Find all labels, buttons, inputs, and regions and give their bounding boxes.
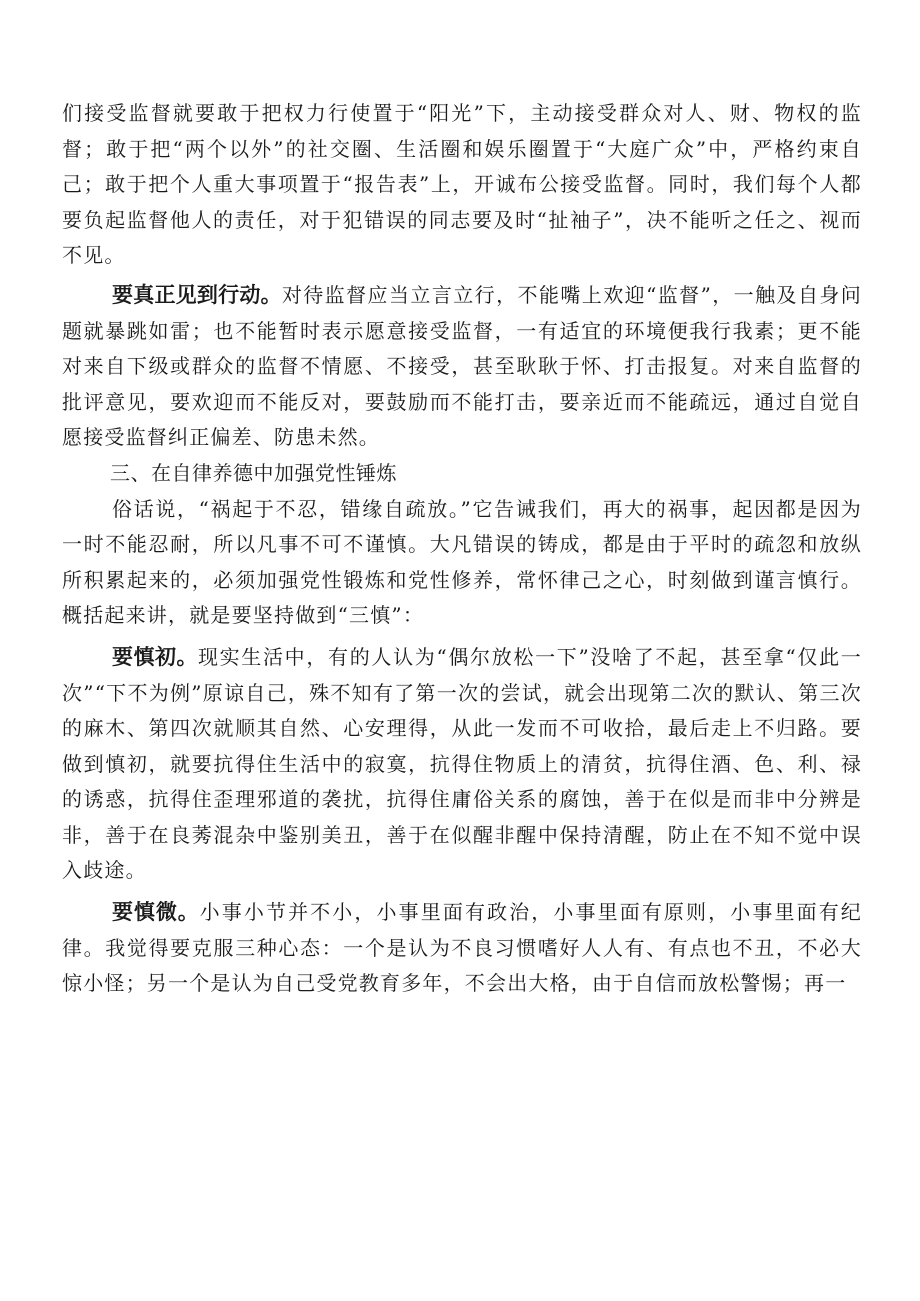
paragraph-act bbox=[62, 278, 862, 456]
paragraph-text: 小事小节并不小，小事里面有政治，小事里面有原则，小事里面有纪律。我觉得要克服三种心态：一个是认为不良习惯嗜好人人有、有点也不丑，不必大惊小怪；另一个是认为自己受党教育多年，不会出大格，由于自信而放松警惕；再一 bbox=[62, 900, 863, 996]
paragraph-lead: 要慎初。 bbox=[112, 644, 198, 669]
paragraph-proverb bbox=[62, 492, 862, 634]
paragraph-shenwei bbox=[62, 895, 862, 1002]
paragraph-text: 们接受监督就要敢于把权力行使置于“阳光”下，主动接受群众对人、财、物权的监督；敢于把“两个以外”的社交圈、生活圈和娱乐圈置于“大庭广众”中，严格约束自己；敢于把个人重大事项置于“报告表”上，开诚布公接受监督。同时，我们每个人都要负起监督他人的责任，对于犯错误的同志要及时“扯袖子”，决不能听之任之、视而不见。 bbox=[62, 101, 862, 268]
section-heading: 三、在自律养德中加强党性锤炼 bbox=[110, 460, 397, 485]
paragraph-text: 俗话说，“祸起于不忍，错缘自疏放。”它告诫我们，再大的祸事，起因都是因为一时不能忍耐，所以凡事不可不谨慎。大凡错误的铸成，都是由于平时的疏忽和放纵所积累起来的，必须加强党性锻炼和党性修养，常怀律己之心，时刻做到谨言慎行。概括起来讲，就是要坚持做到“三慎”： bbox=[62, 496, 862, 628]
paragraph-shenchu bbox=[62, 640, 862, 889]
document-page bbox=[62, 96, 862, 1002]
paragraph-text: 现实生活中，有的人认为“偶尔放松一下”没啥了不起，甚至拿“仅此一次”“下不为例”原谅自己，殊不知有了第一次的尝试，就会出现第二次的默认、第三次的麻木、第四次就顺其自然、心安理得，从此一发而不可收拾，最后走上不归路。要做到慎初，就要抗得住生活中的寂寞，抗得住物质上的清贫，抗得住酒、色、利、禄的诱惑，抗得住歪理邪道的袭扰，抗得住庸俗关系的腐蚀，善于在似是而非中分辨是非，善于在良莠混杂中鉴别美丑，善于在似醒非醒中保持清醒，防止在不知不觉中误入歧途。 bbox=[62, 644, 862, 883]
paragraph-lead: 要真正见到行动。 bbox=[112, 282, 282, 307]
paragraph-text: 对待监督应当立言立行，不能嘴上欢迎“监督”，一触及自身问题就暴跳如雷；也不能暂时表示愿意接受监督，一有适宜的环境便我行我素；更不能对来自下级或群众的监督不情愿、不接受，甚至耿耿于怀、打击报复。对来自监督的批评意见，要欢迎而不能反对，要鼓励而不能打击，要亲近而不能疏远，通过自觉自愿接受监督纠正偏差、防患未然。 bbox=[62, 282, 863, 450]
paragraph-lead: 要慎微。 bbox=[112, 900, 200, 925]
paragraph-continued bbox=[62, 96, 862, 274]
